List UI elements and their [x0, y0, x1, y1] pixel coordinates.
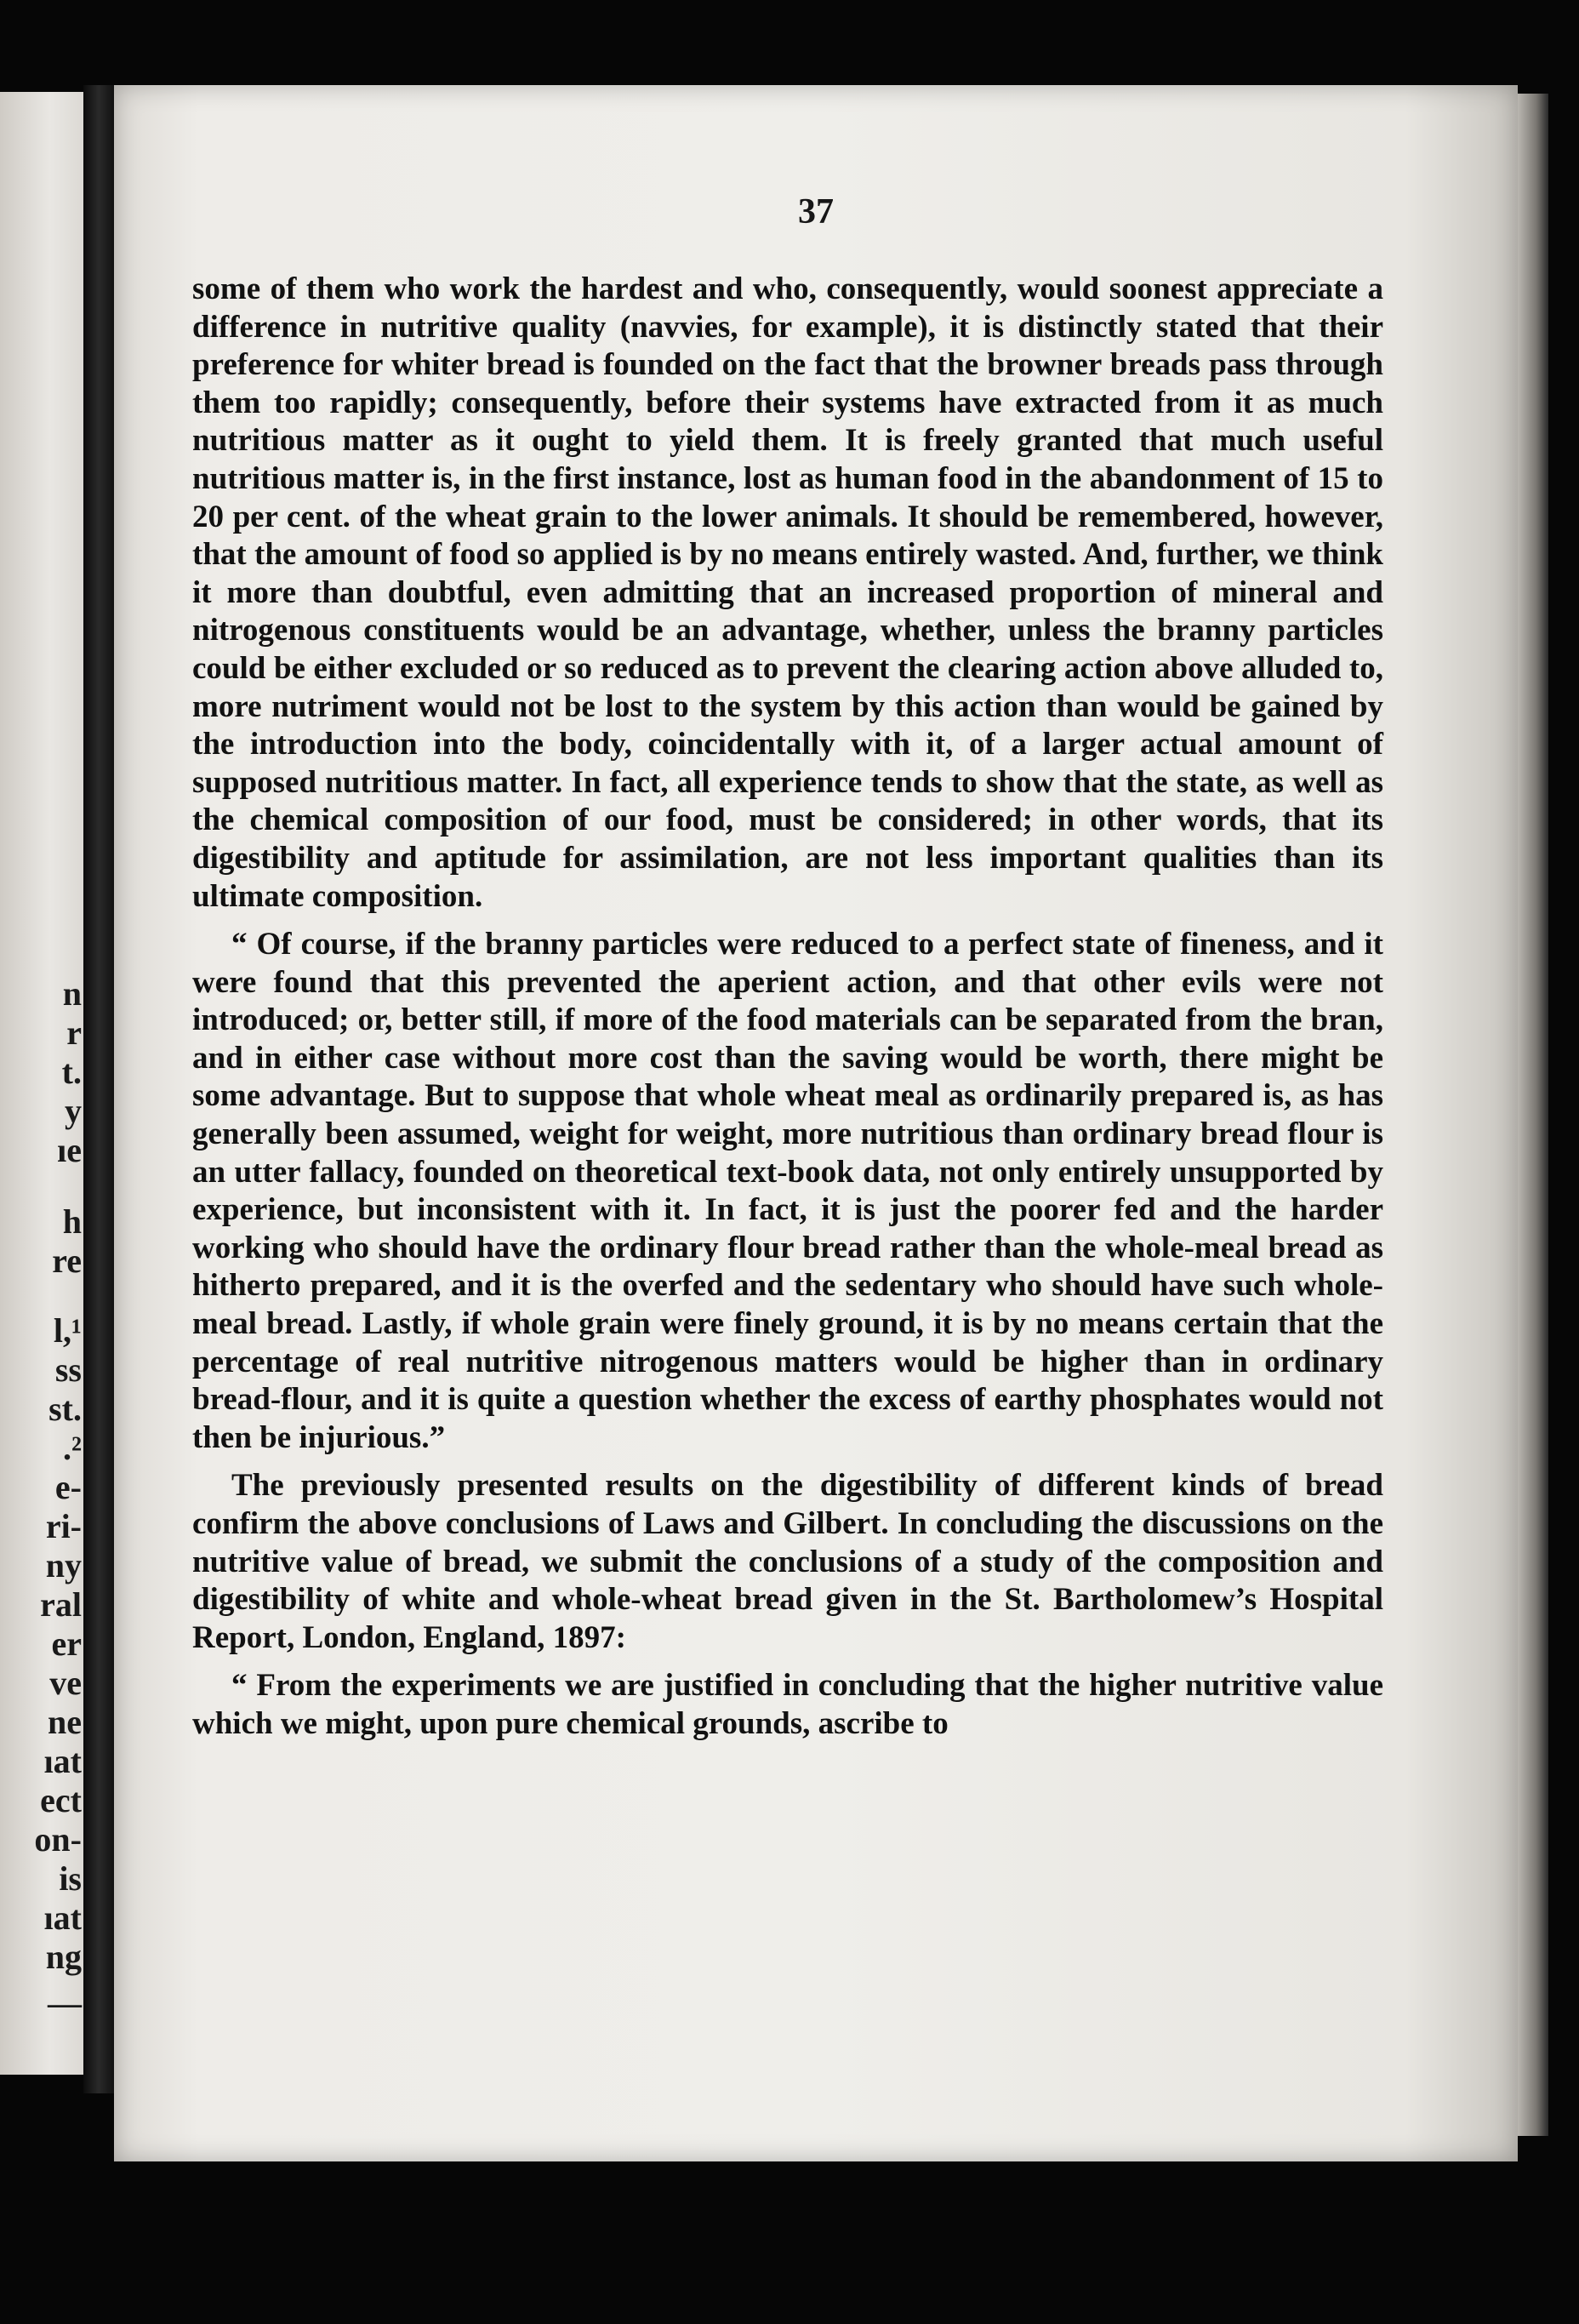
- fragment: ıat: [43, 1899, 82, 1937]
- fragment: n: [62, 974, 82, 1013]
- fragment: is: [59, 1859, 82, 1898]
- fragment: l,¹: [53, 1311, 82, 1350]
- fragment: er: [51, 1625, 82, 1663]
- fragment: —: [48, 1984, 82, 2022]
- book-page: [114, 85, 1518, 2161]
- paragraph: some of them who work the hardest and who, consequently, would soonest appreciate a difference in nutritive quality (navvies, for example), it is distinctly stated that their preference for whiter bread is founded on the fact that the browner breads pass through them too rapidly; consequently, before their systems have extracted from it as much nutritious matter as it ought to yield them. It is freely granted that much useful nutritious matter is, in the first instance, lost as human food in the abandonment of 15 to 20 per cent. of the wheat grain to the lower animals. It should be remembered, however, that the amount of food so applied is by no means entirely wasted. And, further, we think it more than doubtful, even admitting that an increased proportion of mineral and nitrogenous constituents would be an advantage, whether, unless the branny particles could be either excluded or so reduced as to prevent the clearing action above alluded to, more nutriment would not be lost to the system by this action than would be gained by the introduction into the body, coincidentally with it, of a larger actual amount of supposed nutritious matter. In fact, all experience tends to show that the state, as well as the chemical composition of our food, must be considered; in other words, that its digestibility and aptitude for assimilation, are not less important qualities than its ultimate composition.: [192, 271, 1383, 914]
- fragment: ss: [54, 1350, 82, 1389]
- previous-page-text-fragments: [0, 92, 83, 2075]
- fragment: ng: [45, 1938, 82, 1976]
- fragment: t.: [61, 1053, 82, 1091]
- paragraph: The previously presented results on the digestibility of different kinds of bread confirm the above conclusions of Laws and Gilbert. In concluding the discussions on the nutritive value of bread, we submit the conclusions of a study of the composition and digestibility of white and whole-wheat bread given in the St. Bartholomew’s Hospital Report, London, England, 1897:: [192, 1468, 1383, 1655]
- paragraph: “ From the experiments we are justified in concluding that the higher nutritive value which we might, upon pure chemical grounds, ascribe to: [192, 1668, 1383, 1741]
- previous-page-edge: [0, 92, 83, 2075]
- page-stack-edge: [1518, 94, 1548, 2136]
- fragment: on-: [34, 1820, 82, 1859]
- fragment: y: [65, 1092, 82, 1130]
- fragment: re: [52, 1242, 82, 1280]
- fragment: .²: [63, 1429, 82, 1467]
- fragment: ve: [49, 1664, 82, 1702]
- fragment: st.: [48, 1390, 82, 1428]
- fragment: h: [62, 1202, 82, 1241]
- fragment: ri-: [45, 1507, 82, 1545]
- fragment: ne: [48, 1703, 82, 1741]
- fragment: ıat: [43, 1742, 82, 1780]
- fragment: ral: [40, 1585, 82, 1624]
- page-number: 37: [798, 192, 834, 231]
- book-gutter: [83, 85, 114, 2093]
- fragment: r: [66, 1014, 82, 1052]
- page-body-text: [192, 271, 1383, 1754]
- fragment: ect: [40, 1781, 82, 1819]
- fragment: e-: [54, 1468, 82, 1506]
- fragment: ıe: [57, 1131, 82, 1169]
- paragraph: “ Of course, if the branny particles were reduced to a perfect state of fineness, and it were found that this prevented the aperient action, and that other evils were not introduced; or, better still, if more of the food materials can be separated from the bran, and in either case without more cost than the saving would be worth, there might be some advantage. But to suppose that whole wheat meal as ordinarily prepared is, as has generally been assumed, weight for weight, more nutritious than ordinary bread flour is an utter fallacy, founded on theoretical text-book data, not only entirely unsupported by experience, but inconsistent with it. In fact, it is just the poorer fed and the harder working who should have the ordinary flour bread rather than the whole-meal bread as hitherto prepared, and it is the overfed and the sedentary who should have such whole-meal bread. Lastly, if whole grain were finely ground, it is by no means certain that the percentage of real nutritive nitrogenous matters would be higher than in ordinary bread-flour, and it is quite a question whether the excess of earthy phosphates would not then be injurious.”: [192, 927, 1383, 1455]
- fragment: ny: [45, 1546, 82, 1585]
